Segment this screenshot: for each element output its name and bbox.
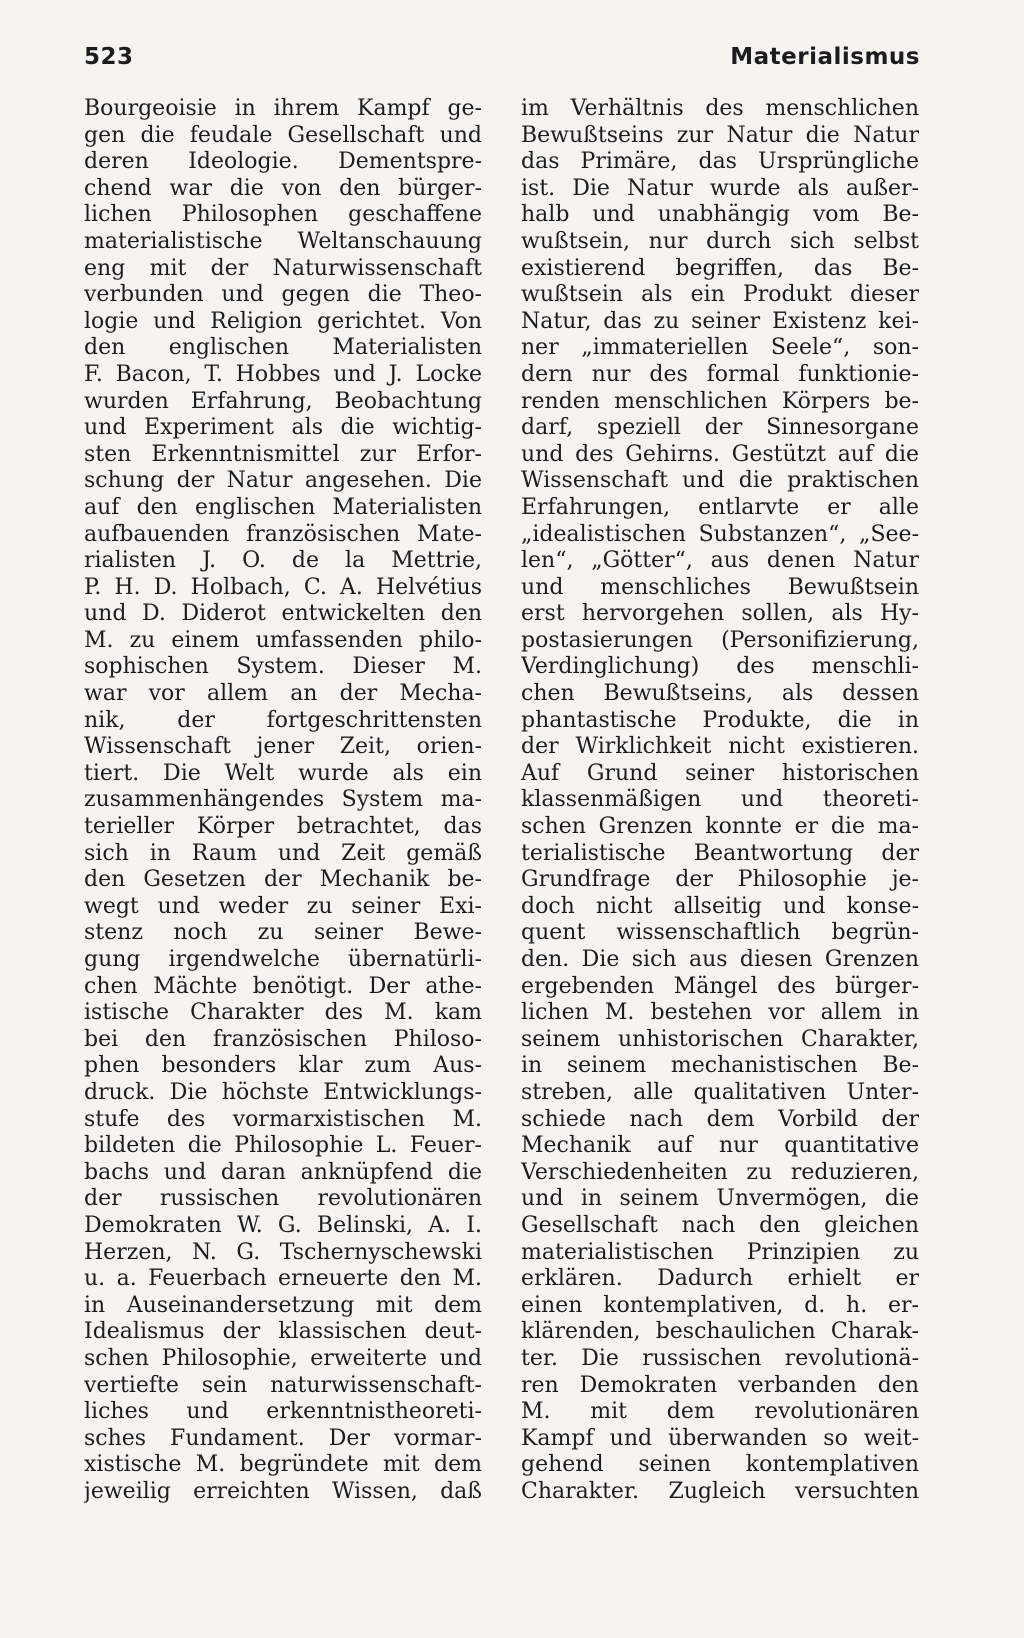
text-line: das Primäre, das Ursprüngliche [521, 149, 919, 175]
text-line: rialisten J. O. de la Mettrie, [84, 548, 482, 574]
text-line: lichen Philosophen geschaffene [84, 202, 482, 228]
text-line: renden menschlichen Körpers be- [521, 388, 919, 414]
text-line: und menschliches Bewußtsein [521, 574, 919, 600]
text-line: stufe des vormarxistischen M. [84, 1106, 482, 1132]
text-line: jeweilig erreichten Wissen, daß [84, 1478, 482, 1504]
page-header [84, 44, 920, 80]
text-line: den Gesetzen der Mechanik be- [84, 867, 482, 893]
text-line: darf, speziell der Sinnesorgane [521, 415, 919, 441]
text-line: terialistische Beantwortung der [521, 840, 919, 866]
text-line: aufbauenden französischen Mate- [84, 521, 482, 547]
text-line: in Auseinandersetzung mit dem [84, 1292, 482, 1318]
text-line: Wissenschaft jener Zeit, orien- [84, 734, 482, 760]
text-line: schung der Natur angesehen. Die [84, 468, 482, 494]
text-line: xistische M. begründete mit dem [84, 1452, 482, 1478]
text-line: lichen M. bestehen vor allem in [521, 1000, 919, 1026]
text-line: P. H. D. Holbach, C. A. Helvétius [84, 574, 482, 600]
text-line: ist. Die Natur wurde als außer- [521, 175, 919, 201]
text-line: schen Grenzen konnte er die ma- [521, 814, 919, 840]
text-line: bei den französischen Philoso- [84, 1026, 482, 1052]
text-line: Erfahrungen, entlarvte er alle [521, 494, 919, 520]
text-line: chend war die von den bürger- [84, 175, 482, 201]
text-line: istische Charakter des M. kam [84, 1000, 482, 1026]
text-line: auf den englischen Materialisten [84, 494, 482, 520]
text-line: Natur, das zu seiner Existenz kei- [521, 308, 919, 334]
text-line: wurden Erfahrung, Beobachtung [84, 388, 482, 414]
text-line: bildeten die Philosophie L. Feuer- [84, 1133, 482, 1159]
running-head: Materialismus [730, 44, 920, 70]
text-line: ren Demokraten verbanden den [521, 1372, 919, 1398]
text-line: und D. Diderot entwickelten den [84, 601, 482, 627]
text-line: F. Bacon, T. Hobbes und J. Locke [84, 361, 482, 387]
text-line: terieller Körper betrachtet, das [84, 814, 482, 840]
text-line: tiert. Die Welt wurde als ein [84, 760, 482, 786]
text-line: Kampf und überwanden so weit- [521, 1425, 919, 1451]
text-line: ergebenden Mängel des bürger- [521, 973, 919, 999]
text-line: len“, „Götter“, aus denen Natur [521, 548, 919, 574]
text-line: den. Die sich aus diesen Grenzen [521, 947, 919, 972]
text-line: wußtsein als ein Produkt dieser [521, 282, 919, 308]
text-line: verbunden und gegen die Theo- [84, 282, 482, 308]
text-line: Demokraten W. G. Belinski, A. I. [84, 1212, 482, 1238]
text-line: zusammenhängendes System ma- [84, 787, 482, 813]
page-number: 523 [84, 44, 134, 70]
text-line: postasierungen (Personifizierung, [521, 627, 919, 653]
text-line: nik, der fortgeschrittensten [84, 707, 482, 733]
text-line: seinem unhistorischen Charakter, [521, 1026, 919, 1052]
text-line: streben, alle qualitativen Unter- [521, 1079, 919, 1105]
text-line: wußtsein, nur durch sich selbst [521, 228, 919, 254]
text-line: liches und erkenntnistheoreti- [84, 1399, 482, 1425]
text-line: gehend seinen kontemplativen [521, 1452, 919, 1478]
text-line: Verdinglichung) des menschli- [521, 654, 919, 680]
text-line: chen Mächte benötigt. Der athe- [84, 973, 482, 999]
text-line: bachs und daran anknüpfend die [84, 1159, 482, 1185]
text-line: und Experiment als die wichtig- [84, 415, 482, 441]
text-line: in seinem mechanistischen Be- [521, 1053, 919, 1079]
text-line: sich in Raum und Zeit gemäß [84, 840, 482, 866]
text-line: logie und Religion gerichtet. Von [84, 308, 482, 334]
text-line: M. zu einem umfassenden philo- [84, 627, 482, 653]
text-line: Gesellschaft nach den gleichen [521, 1212, 919, 1238]
text-line: u. a. Feuerbach erneuerte den M. [84, 1266, 482, 1292]
text-line: halb und unabhängig vom Be- [521, 202, 919, 228]
text-line: stenz noch zu seiner Bewe- [84, 920, 482, 946]
text-line: und in seinem Unvermögen, die [521, 1186, 919, 1212]
right-text-column [521, 96, 919, 1505]
text-line: „idealistischen Substanzen“, „See- [521, 521, 919, 547]
text-line: den englischen Materialisten [84, 335, 482, 361]
text-line: erklären. Dadurch erhielt er [521, 1266, 919, 1292]
text-line: Herzen, N. G. Tschernyschewski [84, 1239, 482, 1265]
text-line: schiede nach dem Vorbild der [521, 1106, 919, 1132]
text-line: gen die feudale Gesellschaft und [84, 122, 482, 148]
text-line: doch nicht allseitig und konse- [521, 893, 919, 919]
text-line: druck. Die höchste Entwicklungs- [84, 1079, 482, 1105]
text-line: ter. Die russischen revolutionä- [521, 1345, 919, 1371]
text-line: Verschiedenheiten zu reduzieren, [521, 1159, 919, 1185]
text-line: Bourgeoisie in ihrem Kampf ge- [84, 96, 482, 121]
text-line: ner „immateriellen Seele“, son- [521, 335, 919, 361]
text-line: materialistische Weltanschauung [84, 228, 482, 254]
text-line: phen besonders klar zum Aus- [84, 1053, 482, 1079]
text-line: war vor allem an der Mecha- [84, 681, 482, 707]
text-line: quent wissenschaftlich begrün- [521, 920, 919, 946]
text-line: sten Erkenntnismittel zur Erfor- [84, 441, 482, 467]
text-line: vertiefte sein naturwissenschaft- [84, 1372, 482, 1398]
text-line: phantastische Produkte, die in [521, 707, 919, 733]
text-line: dern nur des formal funktionie- [521, 361, 919, 387]
text-line: erst hervorgehen sollen, als Hy- [521, 601, 919, 627]
text-line: gung irgendwelche übernatürli- [84, 947, 482, 972]
text-line: materialistischen Prinzipien zu [521, 1239, 919, 1265]
text-line: und des Gehirns. Gestützt auf die [521, 441, 919, 467]
text-line: eng mit der Naturwissenschaft [84, 255, 482, 281]
text-line: deren Ideologie. Dementspre- [84, 149, 482, 175]
text-line: Idealismus der klassischen deut- [84, 1319, 482, 1345]
left-text-column [84, 96, 482, 1505]
text-line: M. mit dem revolutionären [521, 1399, 919, 1425]
text-line: existierend begriffen, das Be- [521, 255, 919, 281]
text-line: Grundfrage der Philosophie je- [521, 867, 919, 893]
text-line: Charakter. Zugleich versuchten [521, 1478, 919, 1504]
text-line: im Verhältnis des menschlichen [521, 96, 919, 121]
text-line: der russischen revolutionären [84, 1186, 482, 1212]
text-line: wegt und weder zu seiner Exi- [84, 893, 482, 919]
text-line: Mechanik auf nur quantitative [521, 1133, 919, 1159]
text-line: Bewußtseins zur Natur die Natur [521, 122, 919, 148]
text-line: Wissenschaft und die praktischen [521, 468, 919, 494]
text-line: chen Bewußtseins, als dessen [521, 681, 919, 707]
text-line: der Wirklichkeit nicht existieren. [521, 734, 919, 760]
text-line: sches Fundament. Der vormar- [84, 1425, 482, 1451]
text-line: schen Philosophie, erweiterte und [84, 1345, 482, 1371]
text-line: einen kontemplativen, d. h. er- [521, 1292, 919, 1318]
text-line: klärenden, beschaulichen Charak- [521, 1319, 919, 1345]
text-line: sophischen System. Dieser M. [84, 654, 482, 680]
text-line: Auf Grund seiner historischen [521, 760, 919, 786]
text-line: klassenmäßigen und theoreti- [521, 787, 919, 813]
